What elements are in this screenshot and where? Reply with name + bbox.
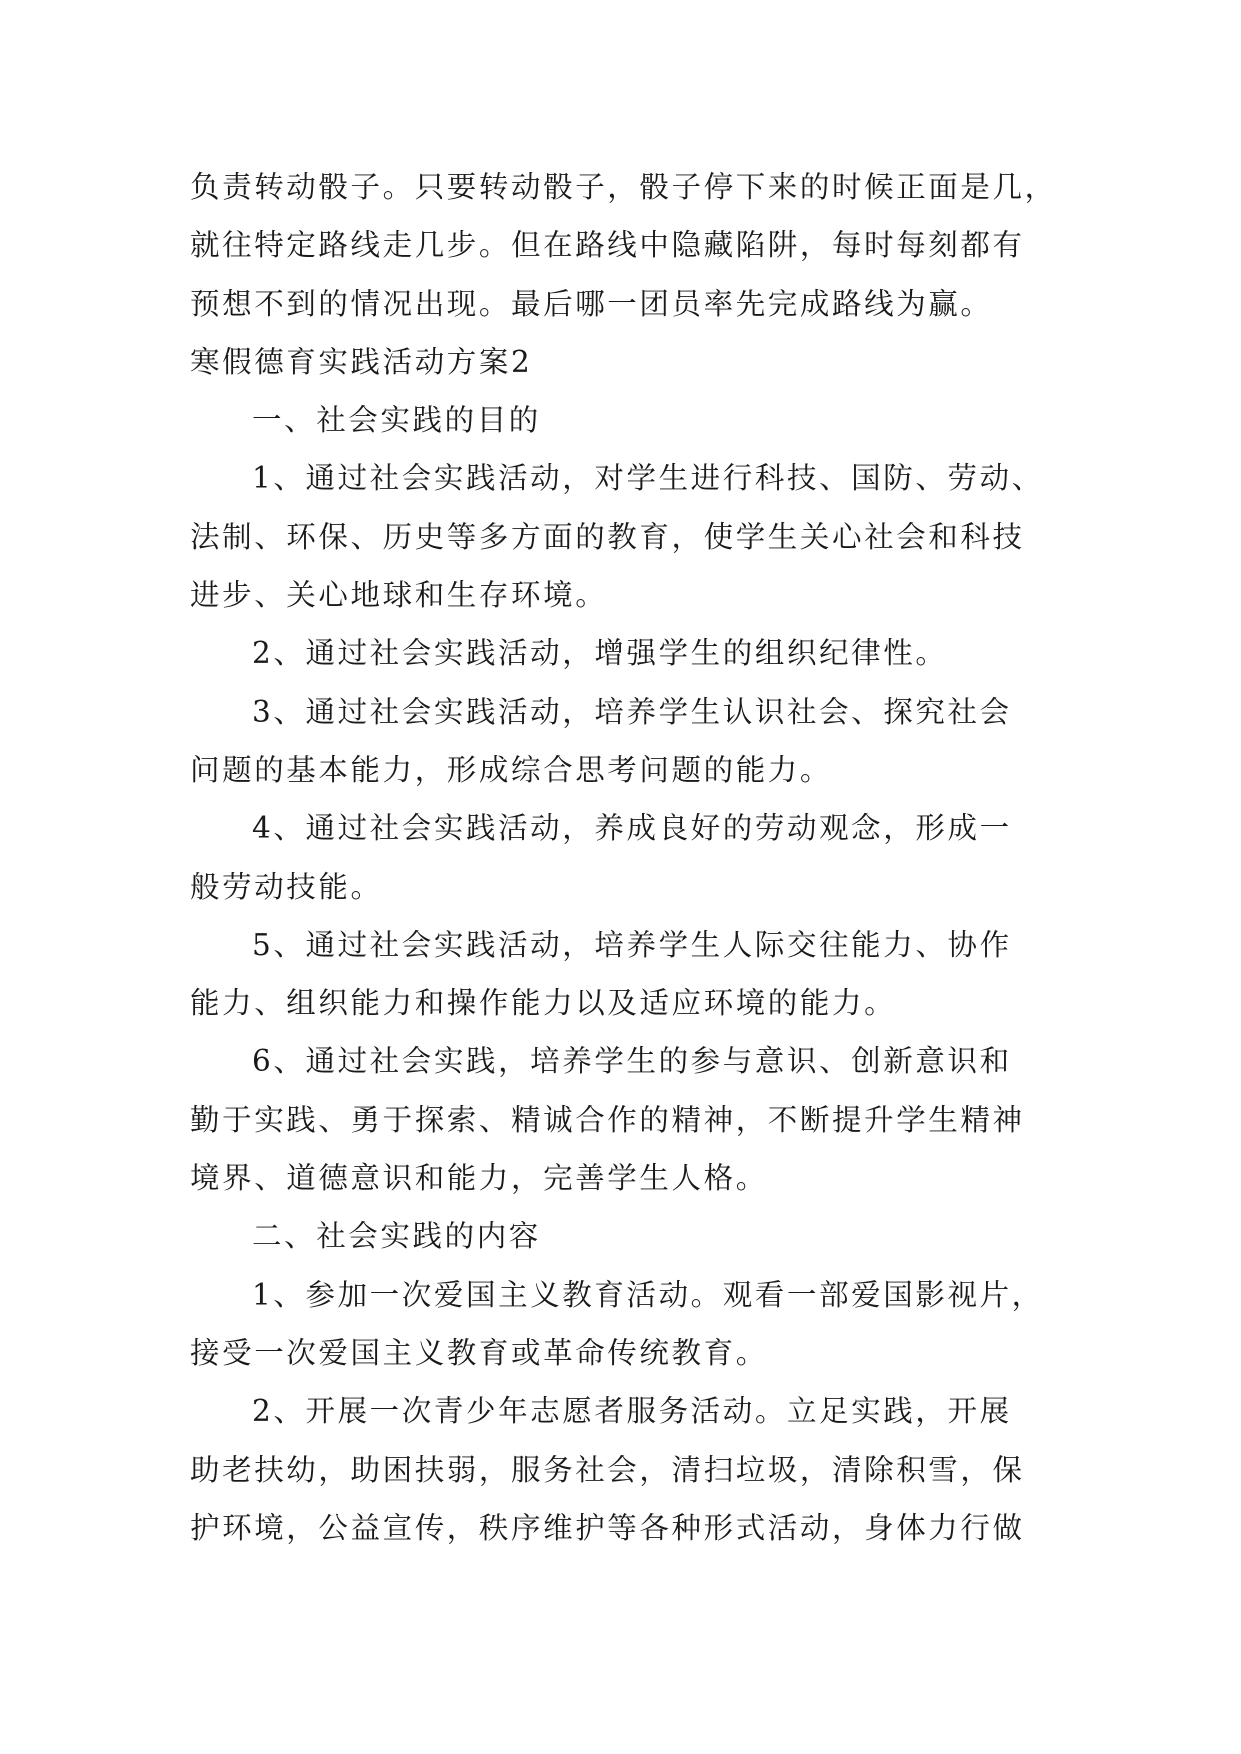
text-line: 1、参加一次爱国主义教育活动。观看一部爱国影视片， <box>252 1277 1044 1312</box>
text-line: 2、开展一次青少年志愿者服务活动。立足实践，开展 <box>252 1394 1012 1429</box>
text-line: 负责转动骰子。只要转动骰子，骰子停下来的时候正面是几， <box>190 170 1057 204</box>
text-line: 勤于实践、勇于探索、精诚合作的精神，不断提升学生精神 <box>190 1102 1025 1137</box>
text-line: 助老扶幼，助困扶弱，服务社会，清扫垃圾，清除积雪，保 <box>190 1452 1025 1487</box>
text-line: 4、通过社会实践活动，养成良好的劳动观念，形成一 <box>252 811 1012 846</box>
text-line: 能力、组织能力和操作能力以及适应环境的能力。 <box>190 986 897 1021</box>
document-body <box>190 158 1062 1557</box>
text-line: 般劳动技能。 <box>190 869 383 904</box>
text-line: 二、社会实践的内容 <box>252 1219 541 1254</box>
text-line: 问题的基本能力，形成综合思考问题的能力。 <box>190 752 833 787</box>
text-line: 就往特定路线走几步。但在路线中隐藏陷阱，每时每刻都有 <box>190 228 1025 263</box>
text-line: 进步、关心地球和生存环境。 <box>190 578 608 613</box>
text-line: 预想不到的情况出现。最后哪一团员率先完成路线为赢。 <box>190 286 993 321</box>
text-line: 1、通过社会实践活动，对学生进行科技、国防、劳动、 <box>252 461 1044 496</box>
text-line: 法制、环保、历史等多方面的教育，使学生关心社会和科技 <box>190 519 1025 554</box>
text-line: 5、通过社会实践活动，培养学生人际交往能力、协作 <box>252 927 1012 962</box>
text-line: 6、通过社会实践，培养学生的参与意识、创新意识和 <box>252 1044 1012 1079</box>
text-line: 寒假德育实践活动方案2 <box>190 344 533 379</box>
text-line: 境界、道德意识和能力，完善学生人格。 <box>190 1161 768 1196</box>
text-line: 接受一次爱国主义教育或革命传统教育。 <box>190 1335 768 1370</box>
text-line: 3、通过社会实践活动，培养学生认识社会、探究社会 <box>252 694 1012 729</box>
text-line: 护环境，公益宣传，秩序维护等各种形式活动，身体力行做 <box>190 1510 1025 1545</box>
text-line: 一、社会实践的目的 <box>252 403 541 438</box>
text-line: 2、通过社会实践活动，增强学生的组织纪律性。 <box>252 636 948 671</box>
